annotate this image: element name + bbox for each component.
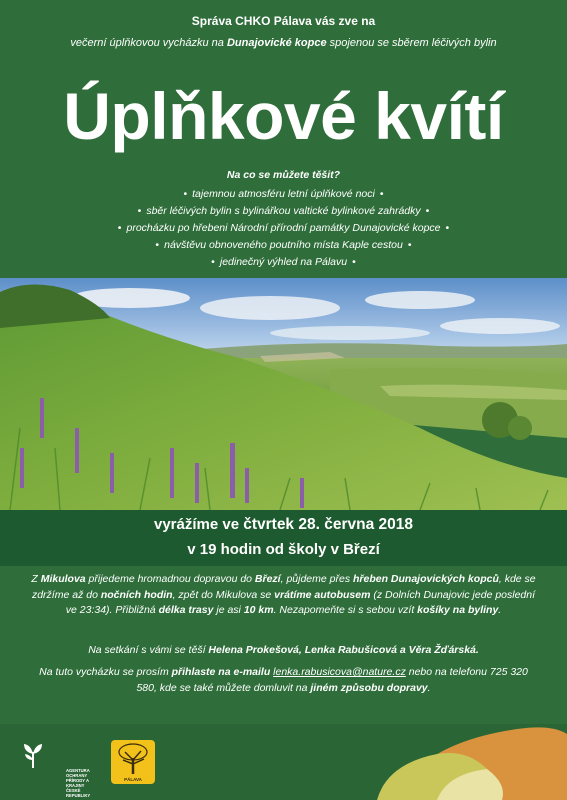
- bullet-icon: •: [407, 239, 412, 251]
- text: Na setkání s vámi se těší: [88, 644, 209, 656]
- bullet-icon: •: [117, 222, 122, 234]
- bullet-icon: •: [425, 205, 430, 217]
- text-bold: přihlaste na e-mailu: [171, 666, 271, 678]
- aopk-logo: [22, 740, 91, 798]
- poster-title: Úplňkové kvítí: [63, 79, 504, 153]
- guides-paragraph: [30, 643, 537, 659]
- text-bold: Březí: [254, 573, 281, 585]
- look-forward-heading: Na co se můžete těšit?: [226, 169, 341, 181]
- bullet-icon: •: [183, 188, 188, 200]
- text-bold: vrátíme autobusem: [274, 588, 371, 601]
- logo-line: PŘÍRODY A KRAJINY: [66, 778, 89, 788]
- event-date: [0, 516, 567, 534]
- palava-logo-text: PÁLAVA: [124, 777, 142, 782]
- guide-names: Helena Prokešová, Lenka Rabušicová a Věra Žďárská.: [208, 644, 479, 656]
- registration-paragraph: [30, 665, 537, 696]
- highlight-text: sběr léčivých bylin s bylinářkou valtické bylinkové zahrádky: [146, 205, 421, 217]
- text: , kde se zdržíme až do: [31, 573, 536, 601]
- text-bold: Mikulova: [40, 573, 86, 585]
- text: , půjdeme přes: [280, 573, 353, 585]
- bullet-icon: •: [379, 188, 384, 200]
- route-paragraph: [30, 572, 537, 619]
- date-bar: [0, 510, 567, 566]
- text-bold: jiném způsobu dopravy: [310, 681, 428, 694]
- date-day: čtvrtek 28. června 2018: [243, 516, 413, 533]
- logo-line: ČESKÉ REPUBLIKY: [66, 788, 91, 798]
- bullet-icon: •: [445, 222, 450, 234]
- text-bold: délka trasy: [158, 604, 214, 616]
- bullet-icon: •: [211, 256, 215, 268]
- highlight-text: návštěvu obnoveného poutního místa Kaple cestou: [164, 239, 403, 251]
- text: .: [427, 681, 431, 694]
- bullet-icon: •: [155, 239, 160, 251]
- logo-line: AGENTURA OCHRANY: [66, 768, 90, 778]
- event-pre: večerní úplňkovou vycházku na: [70, 37, 227, 49]
- event-time-place: v 19 hodin od školy v Březí: [187, 541, 380, 558]
- info-section: [0, 566, 567, 724]
- text: . Nezapomeňte si s sebou vzít: [273, 604, 418, 616]
- text-bold: nočních hodin: [100, 588, 173, 601]
- highlight-text: jedinečný výhled na Pálavu: [219, 256, 348, 268]
- highlight-item: [0, 237, 567, 254]
- highlight-item: [0, 220, 567, 237]
- landscape-illustration: [0, 278, 567, 510]
- text: Z: [31, 573, 41, 585]
- text: Na tuto vycházku se prosím: [39, 666, 172, 678]
- invite-line: Správa CHKO Pálava vás zve na: [191, 14, 376, 28]
- text: přijedeme hromadnou dopravou do: [85, 573, 255, 585]
- text-bold: 10 km: [243, 604, 274, 616]
- highlights-list: [0, 186, 567, 271]
- date-pre: vyrážíme ve: [153, 516, 244, 533]
- event-description: [0, 37, 567, 49]
- event-place: Dunajovické kopce: [226, 37, 327, 49]
- bullet-icon: •: [137, 205, 142, 217]
- highlight-text: procházku po hřebeni Národní přírodní památky Dunajovické kopce: [126, 222, 441, 234]
- highlight-item: [0, 186, 567, 203]
- text: je asi: [213, 604, 244, 616]
- highlight-item: [0, 254, 567, 271]
- landscape-photo: [0, 278, 567, 510]
- palava-logo: [111, 740, 155, 784]
- text: , zpět do Mikulova se: [172, 588, 275, 601]
- aopk-leaf-icon: [22, 740, 44, 770]
- email-link[interactable]: lenka.rabusicova@nature.cz: [273, 666, 406, 678]
- poster-header: [0, 0, 567, 278]
- footer: [0, 724, 567, 800]
- text-bold: košíky na byliny: [417, 604, 499, 616]
- text: (z Dolních Dunajovic jede poslední ve 23:34). Přibližná: [65, 588, 536, 616]
- aopk-logo-text: [66, 768, 90, 798]
- highlight-text: tajemnou atmosféru letní úplňkové noci: [192, 188, 375, 200]
- tree-icon: [111, 740, 155, 776]
- event-post: spojenou se sběrem léčivých bylin: [326, 37, 497, 49]
- bullet-icon: •: [352, 256, 356, 268]
- text: .: [498, 604, 502, 616]
- decorative-leaves: [377, 724, 567, 800]
- text-bold: hřeben Dunajovických kopců: [352, 573, 499, 585]
- highlight-item: [0, 203, 567, 220]
- text: nebo na telefonu 725 320 580, kde se také můžete domluvit na: [136, 666, 528, 694]
